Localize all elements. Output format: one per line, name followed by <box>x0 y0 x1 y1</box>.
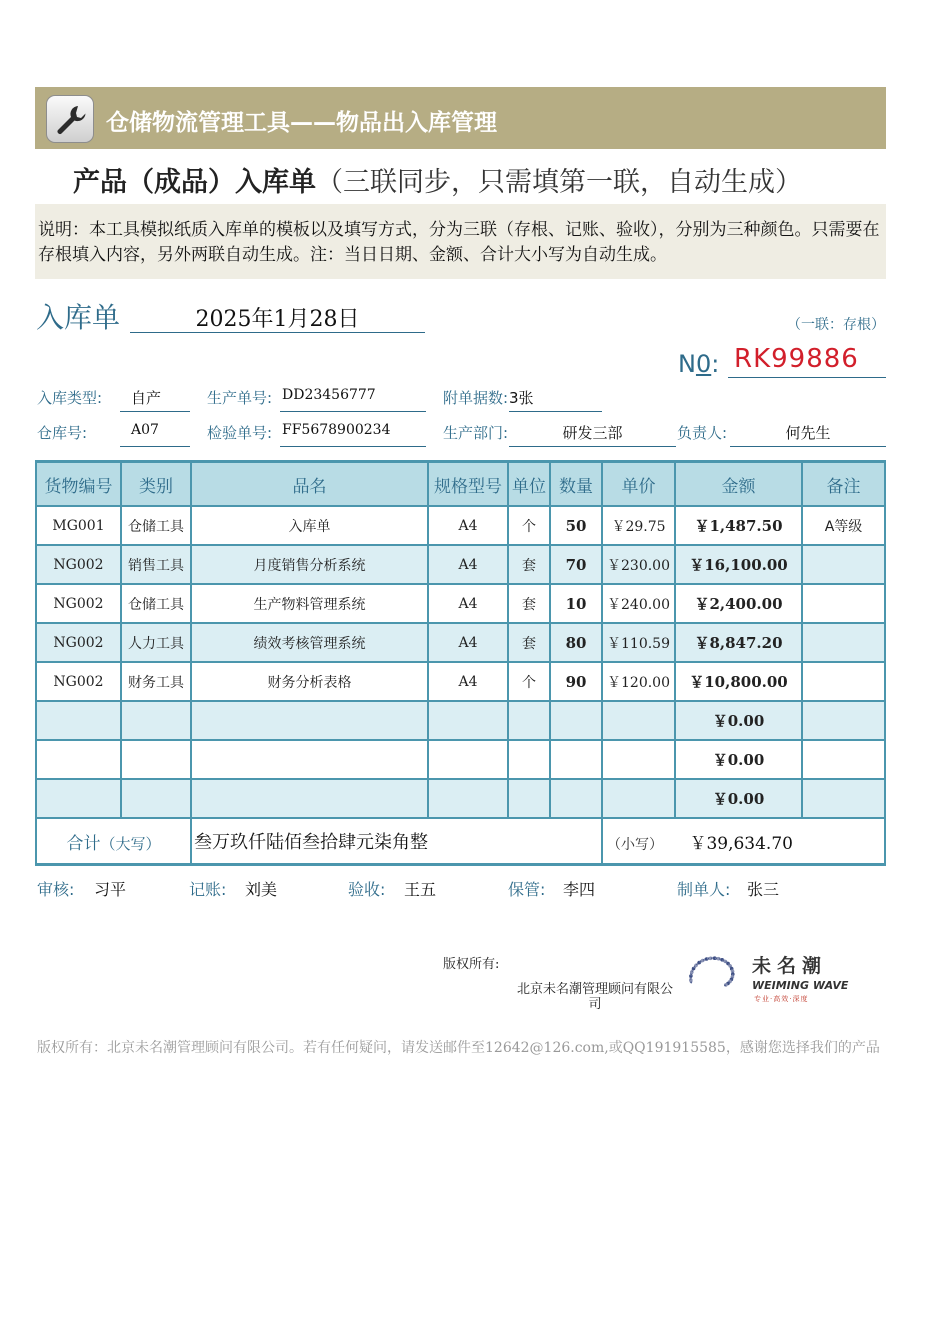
table-cell[interactable] <box>191 740 428 779</box>
col-header: 单价 <box>602 462 675 507</box>
table-cell[interactable]: 10 <box>550 584 602 623</box>
logo-tagline: 专业·高效·深度 <box>754 995 809 1003</box>
table-cell[interactable]: NG002 <box>36 584 121 623</box>
table-cell[interactable]: NG002 <box>36 623 121 662</box>
table-cell[interactable] <box>602 701 675 740</box>
dept-field[interactable]: 研发三部 <box>509 422 676 447</box>
table-cell[interactable]: ￥1,487.50 <box>675 506 802 545</box>
table-cell[interactable] <box>36 701 121 740</box>
book-label: 记账: <box>189 880 227 899</box>
table-cell[interactable]: 人力工具 <box>121 623 191 662</box>
total-upper: 叁万玖仟陆佰叁拾肆元柒角整 <box>191 818 602 865</box>
doc-heading-sub: （三联同步，只需填第一联，自动生成） <box>316 167 802 198</box>
owner-field[interactable]: 何先生 <box>730 422 886 447</box>
table-row <box>36 701 885 740</box>
table-cell[interactable] <box>550 701 602 740</box>
table-cell[interactable]: A4 <box>428 623 508 662</box>
table-cell[interactable]: 个 <box>508 506 550 545</box>
table-cell[interactable]: ￥0.00 <box>675 701 802 740</box>
table-cell[interactable] <box>802 701 885 740</box>
table-cell[interactable]: 90 <box>550 662 602 701</box>
total-row <box>36 818 885 865</box>
total-label-main: 合计 <box>66 833 101 854</box>
table-cell[interactable]: ￥240.00 <box>602 584 675 623</box>
table-cell[interactable] <box>508 740 550 779</box>
table-cell[interactable] <box>121 701 191 740</box>
table-cell[interactable] <box>36 740 121 779</box>
table-row <box>36 584 885 623</box>
table-cell[interactable]: 月度销售分析系统 <box>191 545 428 584</box>
attach-field[interactable]: 3张 <box>509 387 602 412</box>
number-label-colon: : <box>711 350 720 378</box>
check-value: 王五 <box>404 880 437 899</box>
number-label-prefix: N <box>678 350 696 378</box>
table-row <box>36 623 885 662</box>
table-cell[interactable]: 入库单 <box>191 506 428 545</box>
table-cell[interactable] <box>191 701 428 740</box>
table-cell[interactable] <box>602 740 675 779</box>
table-cell[interactable]: ￥29.75 <box>602 506 675 545</box>
table-cell[interactable]: ￥0.00 <box>675 779 802 818</box>
table-cell[interactable]: 50 <box>550 506 602 545</box>
col-header: 货物编号 <box>36 462 121 507</box>
table-cell[interactable] <box>550 779 602 818</box>
inspect-field[interactable]: FF5678900234 <box>280 422 426 447</box>
keep-value: 李四 <box>563 880 596 899</box>
table-cell[interactable]: 财务分析表格 <box>191 662 428 701</box>
book-value: 刘美 <box>245 880 278 899</box>
col-header: 规格型号 <box>428 462 508 507</box>
table-cell[interactable]: NG002 <box>36 662 121 701</box>
table-cell[interactable] <box>802 545 885 584</box>
col-header: 备注 <box>802 462 885 507</box>
footer-note: 版权所有：北京未名潮管理顾问有限公司。若有任何疑问，请发送邮件至12642@126.com,或QQ191915585，感谢您选择我们的产品 <box>37 1040 880 1056</box>
table-cell[interactable]: 绩效考核管理系统 <box>191 623 428 662</box>
table-row <box>36 779 885 818</box>
number-label <box>678 350 719 378</box>
table-cell[interactable]: ￥8,847.20 <box>675 623 802 662</box>
table-cell[interactable]: 生产物料管理系统 <box>191 584 428 623</box>
table-cell[interactable]: ￥2,400.00 <box>675 584 802 623</box>
keep-label: 保管: <box>508 880 546 899</box>
table-cell[interactable]: 套 <box>508 584 550 623</box>
table-cell[interactable]: ￥230.00 <box>602 545 675 584</box>
prod-no-field[interactable]: DD23456777 <box>280 387 426 412</box>
table-cell[interactable]: 仓储工具 <box>121 506 191 545</box>
total-small: ￥39,634.70 <box>689 833 793 854</box>
wrench-icon <box>46 95 94 143</box>
warehouse-label: 仓库号: <box>37 424 88 442</box>
total-small-label: （小写） <box>607 836 663 853</box>
table-cell[interactable]: 财务工具 <box>121 662 191 701</box>
table-cell[interactable] <box>602 779 675 818</box>
table-cell[interactable] <box>121 740 191 779</box>
table-cell[interactable]: 80 <box>550 623 602 662</box>
table-cell[interactable] <box>191 779 428 818</box>
table-cell[interactable] <box>802 740 885 779</box>
table-cell[interactable]: ￥16,100.00 <box>675 545 802 584</box>
maker-label: 制单人: <box>677 880 731 899</box>
table-cell[interactable]: A4 <box>428 584 508 623</box>
table-cell[interactable]: A4 <box>428 545 508 584</box>
table-cell[interactable]: ￥110.59 <box>602 623 675 662</box>
table-cell[interactable]: 销售工具 <box>121 545 191 584</box>
col-header: 数量 <box>550 462 602 507</box>
table-cell[interactable]: ￥10,800.00 <box>675 662 802 701</box>
date-field[interactable]: 2025年1月28日 <box>130 302 425 333</box>
dept-label: 生产部门: <box>443 424 509 442</box>
table-row <box>36 506 885 545</box>
description-box: 说明：本工具模拟纸质入库单的模板以及填写方式，分为三联（存根、记账、验收），分别为三种颜色。只需要在存根填入内容，另外两联自动生成。注：当日日期、金额、合计大小写为自动生成。 <box>35 204 886 279</box>
table-row <box>36 662 885 701</box>
type-label: 入库类型: <box>37 389 103 407</box>
table-cell[interactable] <box>36 779 121 818</box>
total-label-sub: （大写） <box>100 834 161 853</box>
table-row <box>36 740 885 779</box>
logo-en: WEIMING WAVE <box>752 979 849 992</box>
table-cell[interactable]: MG001 <box>36 506 121 545</box>
app-title: 仓储物流管理工具——物品出入库管理 <box>106 110 497 136</box>
table-cell[interactable]: ￥0.00 <box>675 740 802 779</box>
col-header: 单位 <box>508 462 550 507</box>
table-cell[interactable] <box>428 779 508 818</box>
table-header <box>36 462 885 507</box>
wave-logo-icon <box>680 945 750 1011</box>
number-label-zero: 0 <box>695 350 712 378</box>
col-header: 类别 <box>121 462 191 507</box>
col-header: 品名 <box>191 462 428 507</box>
table-cell[interactable]: 个 <box>508 662 550 701</box>
doc-heading-main: 产品（成品）入库单 <box>73 167 316 198</box>
owner-label: 负责人: <box>677 424 728 442</box>
doc-heading <box>73 160 802 199</box>
table-cell[interactable] <box>121 779 191 818</box>
table-cell[interactable]: ￥120.00 <box>602 662 675 701</box>
table-cell[interactable]: 套 <box>508 623 550 662</box>
form-title: 入库单 <box>36 301 121 334</box>
check-label: 验收: <box>348 880 386 899</box>
document-number[interactable]: RK99886 <box>728 344 886 378</box>
logo-cn: 未名潮 <box>752 955 828 977</box>
table-cell[interactable] <box>428 740 508 779</box>
table-cell[interactable]: A等级 <box>802 506 885 545</box>
inspect-label: 检验单号: <box>207 424 273 442</box>
copyright-label: 版权所有: <box>443 957 500 972</box>
prod-no-label: 生产单号: <box>207 389 273 407</box>
maker-value: 张三 <box>747 880 780 899</box>
audit-label: 审核: <box>37 880 75 899</box>
table-cell[interactable] <box>802 584 885 623</box>
table-cell[interactable] <box>508 779 550 818</box>
table-cell[interactable] <box>428 701 508 740</box>
col-header: 金额 <box>675 462 802 507</box>
table-cell[interactable]: A4 <box>428 506 508 545</box>
attach-label: 附单据数: <box>443 389 509 407</box>
table-cell[interactable]: 仓储工具 <box>121 584 191 623</box>
table-cell[interactable] <box>550 740 602 779</box>
audit-value: 习平 <box>94 880 127 899</box>
total-label <box>36 818 191 865</box>
company-name: 北京未名潮管理顾问有限公司 <box>516 982 673 1012</box>
table-row <box>36 545 885 584</box>
warehouse-field[interactable]: A07 <box>120 422 190 447</box>
type-field[interactable]: 自产 <box>120 387 190 412</box>
table-cell[interactable]: 套 <box>508 545 550 584</box>
total-small-cell <box>602 818 885 865</box>
table-cell[interactable] <box>802 779 885 818</box>
items-table <box>35 460 886 866</box>
table-cell[interactable] <box>508 701 550 740</box>
table-cell[interactable] <box>802 623 885 662</box>
copy-label: （一联：存根） <box>787 317 885 333</box>
table-cell[interactable]: 70 <box>550 545 602 584</box>
table-cell[interactable]: A4 <box>428 662 508 701</box>
table-cell[interactable] <box>802 662 885 701</box>
table-cell[interactable]: NG002 <box>36 545 121 584</box>
